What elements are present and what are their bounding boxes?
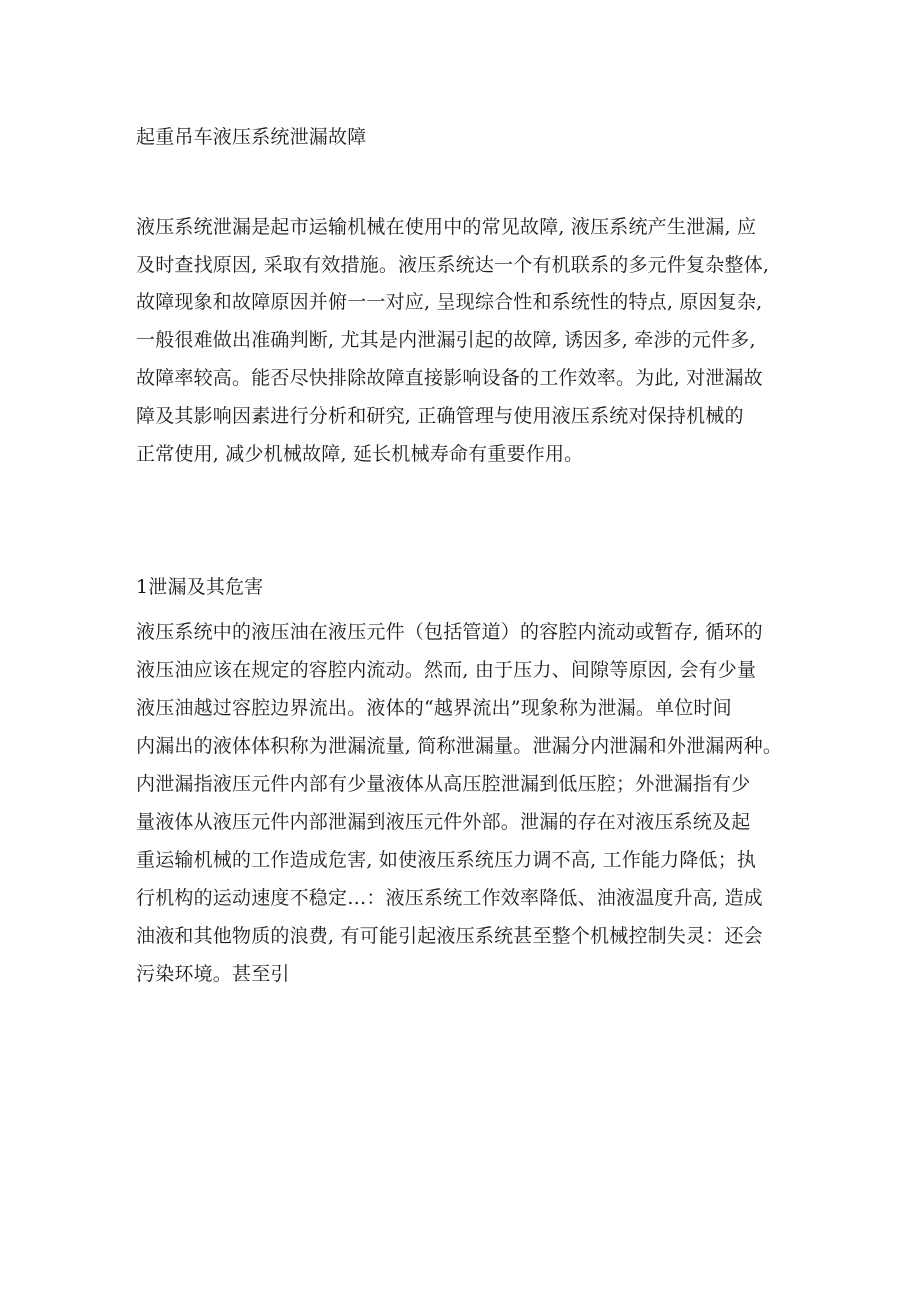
paragraph-line: 障及其影响因素进行分析和研究, 正确管理与使用液压系统对保持机械的 <box>136 405 744 427</box>
paragraph-line: 量液体从液压元件内部泄漏到液压元件外部。泄漏的存在对液压系统及起 <box>136 811 751 833</box>
paragraph-line: 及时查找原因, 采取有效措施。液压系统达一个有机联系的多元件复杂整体, <box>136 254 770 276</box>
paragraph-line: 油液和其他物质的浪费, 有可能引起液压系统甚至整个机械控制失灵：还会 <box>136 925 763 947</box>
paragraph-line: 液压油应该在规定的容腔内流动。然而, 由于压力、间隙等原因, 会有少量 <box>136 659 757 681</box>
document-title: 起重吊车液压系统泄漏故障 <box>136 126 367 148</box>
paragraph-line: 液压系统中的液压油在液压元件（包括管道）的容腔内流动或暂存, 循环的 <box>136 621 763 643</box>
paragraph-line: 故障率较高。能否尽快排除故障直接影响设备的工作效率。为此, 对泄漏故 <box>136 367 763 389</box>
paragraph-line: 内泄漏指液压元件内部有少量液体从高压腔泄漏到低压腔；外泄漏指有少 <box>136 773 751 795</box>
paragraph-line: 重运输机械的工作造成危害, 如使液压系统压力调不高, 工作能力降低；执 <box>136 849 757 871</box>
paragraph-line: 液压油越过容腔边界流出。液体的“越界流出”现象称为泄漏。单位时间 <box>136 697 732 719</box>
paragraph-line: 污染环境。甚至引 <box>136 963 290 985</box>
paragraph-line: 内漏出的液体体积称为泄漏流量, 简称泄漏量。泄漏分内泄漏和外泄漏两种。 <box>136 735 783 757</box>
paragraph-line: 正常使用, 减少机械故障, 延长机械寿命有重要作用。 <box>136 443 584 465</box>
paragraph-line: 一般很难做出准确判断, 尤其是内泄漏引起的故障, 诱因多, 牵涉的元件多, <box>136 329 756 351</box>
paragraph-line: 故障现象和故障原因并俯一一对应, 呈现综合性和系统性的特点, 原因复杂, <box>136 291 763 313</box>
section-heading: 1泄漏及其危害 <box>136 576 264 598</box>
paragraph-line: 行机构的运动速度不稳定…：液压系统工作效率降低、油液温度升高, 造成 <box>136 887 763 909</box>
paragraph-line: 液压系统泄漏是起市运输机械在使用中的常见故障, 液压系统产生泄漏, 应 <box>136 216 757 238</box>
